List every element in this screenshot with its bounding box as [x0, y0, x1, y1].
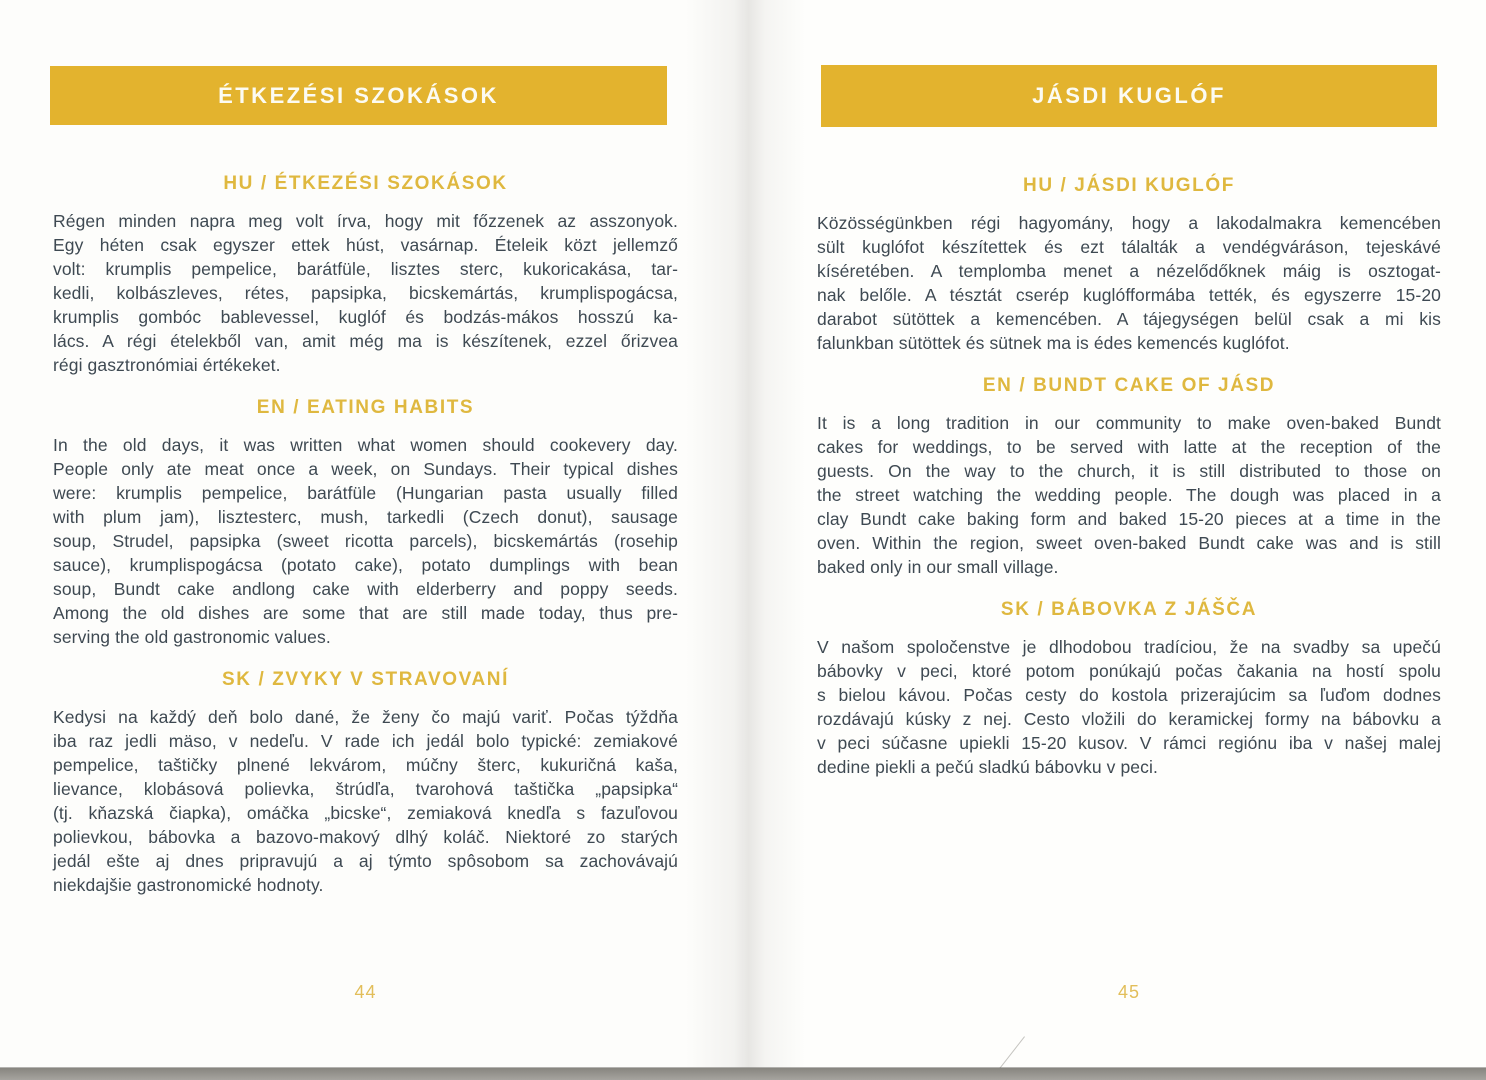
- text-line: s bielou kávou. Počas cesty do kostola prizerajúcim sa ľuďom dodnes: [817, 685, 1441, 705]
- text-line: serving the old gastronomic values.: [53, 627, 331, 647]
- text-line: In the old days, it was written what women should cookevery day.: [53, 435, 678, 455]
- text-line: dedine piekli a pečú sladkú bábovku v peci.: [817, 757, 1158, 777]
- text-line: nak belőle. A tésztát cserép kuglófformába tették, és egyszerre 15-20: [817, 285, 1441, 305]
- chapter-banner-left: [50, 66, 667, 125]
- text-line: krumplis gombóc bablevessel, kuglóf és bodzás-mákos hosszú ka-: [53, 307, 678, 327]
- chapter-title-right: JÁSDI KUGLÓF: [1032, 83, 1226, 108]
- scan-bottom-edge: [0, 1068, 1486, 1080]
- text-line: lievance, klobásová polievka, štrúdľa, tvarohová taštička „papsipka“: [53, 779, 678, 799]
- text-line: the street watching the wedding people. The dough was placed in a: [817, 485, 1441, 505]
- section-paragraph-en-right: [817, 411, 1441, 579]
- text-line: kedli, kolbászleves, rétes, papsipka, bicskemártás, krumplispogácsa,: [53, 283, 678, 303]
- section-heading-en-right: EN / BUNDT CAKE OF JÁSD: [982, 375, 1276, 396]
- text-line: sült kuglófot készítettek és ezt tálalták a vendégváráson, tejeskávé: [817, 237, 1441, 257]
- text-line: with plum jam), lisztesterc, mush, tarkedli (Czech donut), sausage: [53, 507, 678, 527]
- text-line: were: krumplis pempelice, barátfüle (Hungarian pasta usually filled: [53, 483, 678, 503]
- section-heading-hu-left: HU / ÉTKEZÉSI SZOKÁSOK: [223, 173, 508, 194]
- text-line: baked only in our small village.: [817, 557, 1059, 577]
- text-line: It is a long tradition in our community to make oven-baked Bundt: [817, 413, 1441, 433]
- text-line: niekdajšie gastronomické hodnoty.: [53, 875, 324, 895]
- text-line: Kedysi na každý deň bolo dané, že ženy čo majú variť. Počas týždňa: [53, 707, 678, 727]
- text-line: soup, Bundt cake andlong cake with elderberry and poppy seeds.: [53, 579, 678, 599]
- page-left-content: [53, 125, 678, 897]
- section-paragraph-hu-left: [53, 209, 678, 377]
- text-line: Among the old dishes are some that are still made today, thus pre-: [53, 603, 678, 623]
- text-line: v peci súčasne upiekli 15-20 kusov. V rámci regiónu iba v našej malej: [817, 733, 1441, 753]
- text-line: régi gasztronómiai értékeket.: [53, 355, 281, 375]
- page-right-content: [817, 127, 1441, 779]
- text-line: cakes for weddings, to be served with latte at the reception of the: [817, 437, 1441, 457]
- section-heading-sk-right: SK / BÁBOVKA Z JÁŠČA: [1000, 599, 1258, 620]
- chapter-title-left: ÉTKEZÉSI SZOKÁSOK: [218, 82, 499, 108]
- text-line: soup, Strudel, papsipka (sweet ricotta parcels), bicskemártás (rosehip: [53, 531, 678, 551]
- text-line: oven. Within the region, sweet oven-baked Bundt cake was and is still: [817, 533, 1441, 553]
- text-line: Egy héten csak egyszer ettek húst, vasárnap. Ételeik közt jellemző: [53, 235, 678, 255]
- section-paragraph-en-left: [53, 433, 678, 649]
- section-paragraph-sk-left: [53, 705, 678, 897]
- text-line: falunkban sütöttek és sütnek ma is édes kemencés kuglófot.: [817, 333, 1290, 353]
- text-line: Régen minden napra meg volt írva, hogy mit főzzenek az asszonyok.: [53, 211, 678, 231]
- section-paragraph-sk-right: [817, 635, 1441, 779]
- chapter-banner-right: [821, 65, 1437, 127]
- section-heading-en-left: EN / EATING HABITS: [256, 397, 475, 418]
- page-right: [743, 0, 1486, 1080]
- text-line: pempelice, taštičky plnené lekvárom, múčny šterc, kukuričná kaša,: [53, 755, 678, 775]
- section-paragraph-hu-right: [817, 211, 1441, 355]
- page-number-left: 44: [354, 982, 377, 1002]
- text-line: People only ate meat once a week, on Sundays. Their typical dishes: [53, 459, 678, 479]
- text-line: bábovky v peci, ktoré potom ponúkajú počas čakania na hostí spolu: [817, 661, 1441, 681]
- text-line: rozdávajú kúsky z nej. Cesto vložili do keramickej formy na bábovku a: [817, 709, 1441, 729]
- text-line: clay Bundt cake baking form and baked 15-20 pieces at a time in the: [817, 509, 1441, 529]
- text-line: V našom spoločenstve je dlhodobou tradíciou, že na svadby sa upečú: [817, 637, 1441, 657]
- text-line: Közösségünkben régi hagyomány, hogy a lakodalmakra kemencében: [817, 213, 1441, 233]
- section-heading-sk-left: SK / ZVYKY V STRAVOVANÍ: [221, 669, 509, 690]
- text-line: iba raz jedli mäso, v nedeľu. V rade ich jedál bolo typické: zemiakové: [53, 731, 678, 751]
- text-line: sauce), krumplispogácsa (potato cake), potato dumplings with bean: [53, 555, 678, 575]
- page-number-right: 45: [1117, 982, 1141, 1002]
- text-line: lács. A régi ételekből van, amit még ma is készítenek, ezzel őrizvea: [53, 331, 678, 351]
- text-line: (tj. kňazská čiapka), omáčka „bicske“, zemiaková knedľa s fazuľovou: [53, 803, 678, 823]
- text-line: guests. On the way to the church, it is still distributed to those on: [817, 461, 1441, 481]
- text-line: jedál ešte aj dnes pripravujú a aj týmto spôsobom sa zachovávajú: [53, 851, 678, 871]
- text-line: polievkou, bábovka a bazovo-makový dlhý koláč. Niektoré zo starých: [53, 827, 678, 847]
- text-line: darabot sütöttek a kemencében. A tájegységen belül csak a mi kis: [817, 309, 1441, 329]
- section-heading-hu-right: HU / JÁSDI KUGLÓF: [1023, 175, 1235, 196]
- text-line: kíséretében. A templomba menet a nézelődőknek máig is osztogat-: [817, 261, 1441, 281]
- text-line: volt: krumplis pempelice, barátfüle, lisztes sterc, kukoricakása, tar-: [53, 259, 678, 279]
